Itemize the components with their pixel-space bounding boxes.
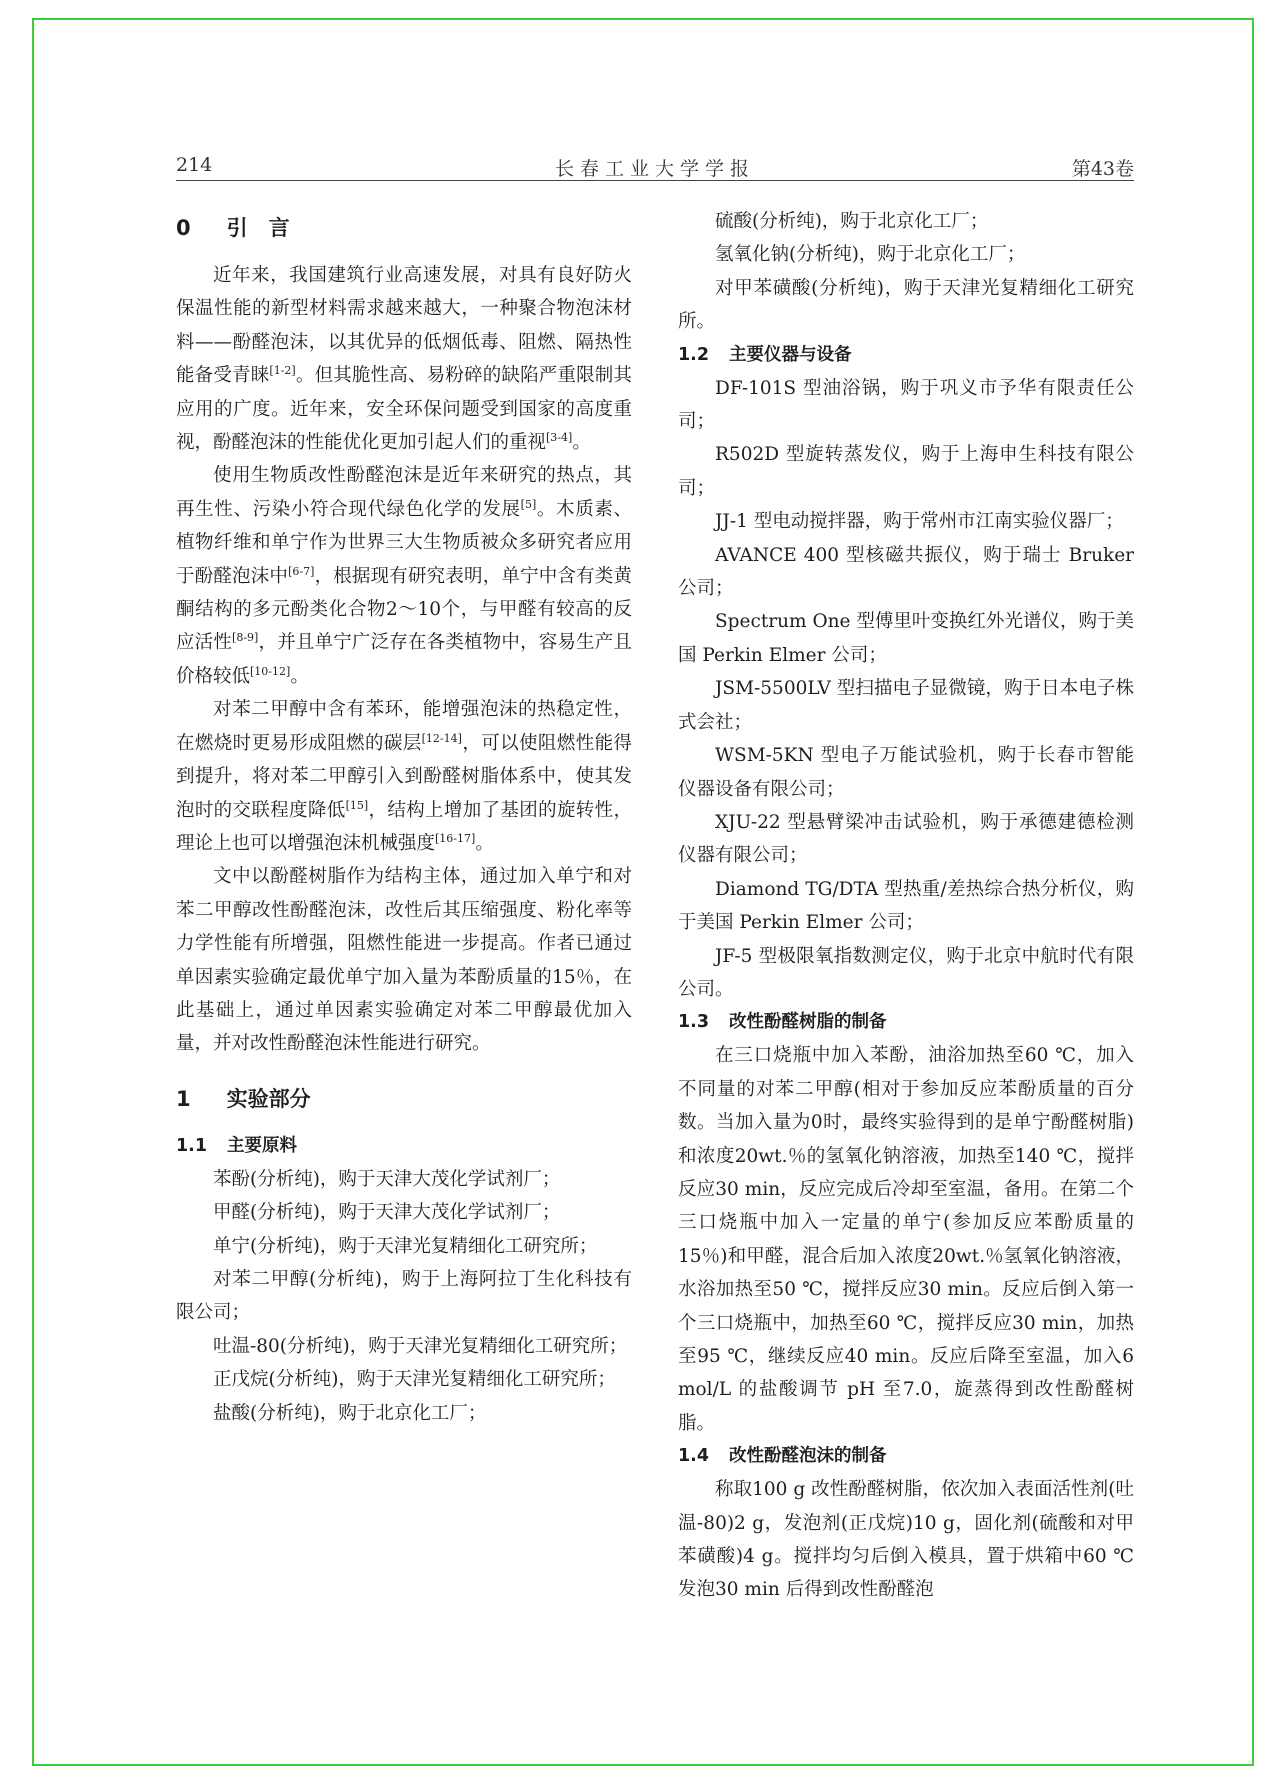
citation: [1-2] — [269, 364, 296, 378]
material-item: 苯酚(分析纯)，购于天津大茂化学试剂厂； — [213, 1168, 561, 1190]
material-item: 吐温-80(分析纯)，购于天津光复精细化工研究所； — [213, 1335, 628, 1357]
instrument-item: Diamond TG/DTA 型热重/差热综合热分析仪，购于美国 Perkin Elmer 公司； — [678, 878, 1134, 934]
left-column — [176, 212, 632, 1430]
subsection-number: 1.2 — [678, 344, 710, 365]
paragraph: 对苯二甲醇中含有苯环，能增强泡沫的热稳定性，在燃烧时更易形成阻燃的碳层[12-14]，可以使阻燃性能得到提升，将对苯二甲醇引入到酚醛树脂体系中，使其发泡时的交联程度降低[15]，结构上增加了基团的旋转性，理论上也可以增强泡沫机械强度[16-17]。 — [176, 699, 632, 854]
right-column — [678, 205, 1134, 1607]
journal-name: 长春工业大学学报 — [554, 158, 755, 180]
material-item: 甲醛(分析纯)，购于天津大茂化学试剂厂； — [213, 1202, 561, 1224]
material-item: 氢氧化钠(分析纯)，购于北京化工厂； — [715, 244, 1026, 266]
spacer — [176, 1116, 632, 1130]
header-rule — [176, 180, 1134, 181]
subsection-heading-resin-prep — [678, 1006, 1134, 1039]
section-heading-intro — [176, 212, 632, 245]
paragraph: 称取100 g 改性酚醛树脂，依次加入表面活性剂(吐温-80)2 g，发泡剂(正戊烷)10 g，固化剂(硫酸和对甲苯磺酸)4 g。搅拌均匀后倒入模具，置于烘箱中60 ℃发泡30 min 后得到改性酚醛泡 — [678, 1479, 1134, 1601]
subsection-title: 改性酚醛树脂的制备 — [729, 1012, 887, 1033]
material-item: 对甲苯磺酸(分析纯)，购于天津光复精细化工研究所。 — [678, 277, 1134, 333]
material-item: 单宁(分析纯)，购于天津光复精细化工研究所； — [213, 1235, 598, 1257]
citation: [8-9] — [232, 631, 259, 645]
subsection-heading-instruments — [678, 339, 1134, 372]
section-number: 1 — [176, 1086, 191, 1111]
section-title: 引 言 — [226, 216, 290, 240]
volume-label: 第43卷 — [1071, 158, 1134, 180]
instrument-item: JSM-5500LV 型扫描电子显微镜，购于日本电子株式会社； — [678, 678, 1134, 733]
paragraph: 使用生物质改性酚醛泡沫是近年来研究的热点，其再生性、污染小符合现代绿色化学的发展[5]。木质素、植物纤维和单宁作为世界三大生物质被众多研究者应用于酚醛泡沫中[6-7]，根据现有研究表明，单宁中含有类黄酮结构的多元酚类化合物2～10个，与甲醛有较高的反应活性[8-9]，并且单宁广泛存在各类植物中，容易生产且价格较低[10-12]。 — [176, 465, 632, 687]
citation: [10-12] — [250, 664, 291, 678]
instrument-item: WSM-5KN 型电子万能试验机，购于长春市智能仪器设备有限公司； — [678, 745, 1134, 800]
subsection-heading-materials — [176, 1130, 632, 1163]
material-item: 盐酸(分析纯)，购于北京化工厂； — [213, 1402, 487, 1424]
material-item: 对苯二甲醇(分析纯)，购于上海阿拉丁生化科技有限公司； — [176, 1268, 632, 1324]
paragraph: 近年来，我国建筑行业高速发展，对具有良好防火保温性能的新型材料需求越来越大，一种聚合物泡沫材料——酚醛泡沫，以其优异的低烟低毒、阻燃、隔热性能备受青睐[1-2]。但其脆性高、易粉碎的缺陷严重限制其应用的广度。近年来，安全环保问题受到国家的高度重视，酚醛泡沫的性能优化更加引起人们的重视[3-4]。 — [176, 265, 632, 454]
page-number: 214 — [176, 154, 213, 176]
material-item: 硫酸(分析纯)，购于北京化工厂； — [715, 211, 989, 232]
section-title: 实验部分 — [226, 1086, 311, 1111]
spacer — [176, 245, 632, 259]
citation: [15] — [345, 798, 369, 812]
subsection-number: 1.3 — [678, 1012, 710, 1033]
section-number: 0 — [176, 216, 191, 240]
citation: [16-17] — [435, 831, 476, 845]
instrument-item: Spectrum One 型傅里叶变换红外光谱仪，购于美国 Perkin Elmer 公司； — [678, 611, 1134, 666]
citation: [5] — [520, 497, 537, 511]
citation: [12-14] — [421, 731, 462, 745]
paragraph: 在三口烧瓶中加入苯酚，油浴加热至60 ℃，加入不同量的对苯二甲醇(相对于参加反应苯酚质量的百分数。当加入量为0时，最终实验得到的是单宁酚醛树脂)和浓度20wt.％的氢氧化钠溶液，加热至140 ℃，搅拌反应30 min，反应完成后冷却至室温，备用。在第二个三口烧瓶中加入一定量的单宁(参加反应苯酚质量的15％)和甲醛，混合后加入浓度20wt.％氢氧化钠溶液，水浴加热至50 ℃，搅拌反应30 min。反应后倒入第一个三口烧瓶中，加热至60 ℃，搅拌反应30 min，加热至95 ℃，继续反应40 min。反应后降至室温，加入6 mol/L 的盐酸调节 pH 至7.0，旋蒸得到改性酚醛树脂。 — [678, 1045, 1134, 1434]
instrument-item: DF-101S 型油浴锅，购于巩义市予华有限责任公司； — [678, 377, 1134, 433]
subsection-title: 主要原料 — [227, 1135, 298, 1156]
citation: [3-4] — [546, 430, 573, 444]
subsection-heading-foam-prep — [678, 1440, 1134, 1473]
instrument-item: JJ-1 型电动搅拌器，购于常州市江南实验仪器厂； — [715, 511, 1124, 533]
subsection-number: 1.4 — [678, 1446, 710, 1467]
instrument-item: XJU-22 型悬臂梁冲击试验机，购于承德建德检测仪器有限公司； — [678, 811, 1134, 867]
material-item: 正戊烷(分析纯)，购于天津光复精细化工研究所； — [213, 1369, 616, 1391]
spacer — [176, 1061, 632, 1083]
citation: [6-7] — [288, 564, 315, 578]
section-heading-experimental — [176, 1083, 632, 1116]
subsection-title: 主要仪器与设备 — [729, 344, 852, 365]
paragraph: 文中以酚醛树脂作为结构主体，通过加入单宁和对苯二甲醇改性酚醛泡沫，改性后其压缩强度、粉化率等力学性能有所增强，阻燃性能进一步提高。作者已通过单因素实验确定最优单宁加入量为苯酚质量的15％，在此基础上，通过单因素实验确定对苯二甲醇最优加入量，并对改性酚醛泡沫性能进行研究。 — [176, 866, 632, 1055]
subsection-title: 改性酚醛泡沫的制备 — [729, 1446, 887, 1467]
instrument-item: JF-5 型极限氧指数测定仪，购于北京中航时代有限公司。 — [678, 945, 1134, 1000]
instrument-item: AVANCE 400 型核磁共振仪，购于瑞士 Bruker 公司； — [678, 544, 1134, 600]
subsection-number: 1.1 — [176, 1135, 208, 1156]
instrument-item: R502D 型旋转蒸发仪，购于上海申生科技有限公司； — [678, 444, 1134, 499]
